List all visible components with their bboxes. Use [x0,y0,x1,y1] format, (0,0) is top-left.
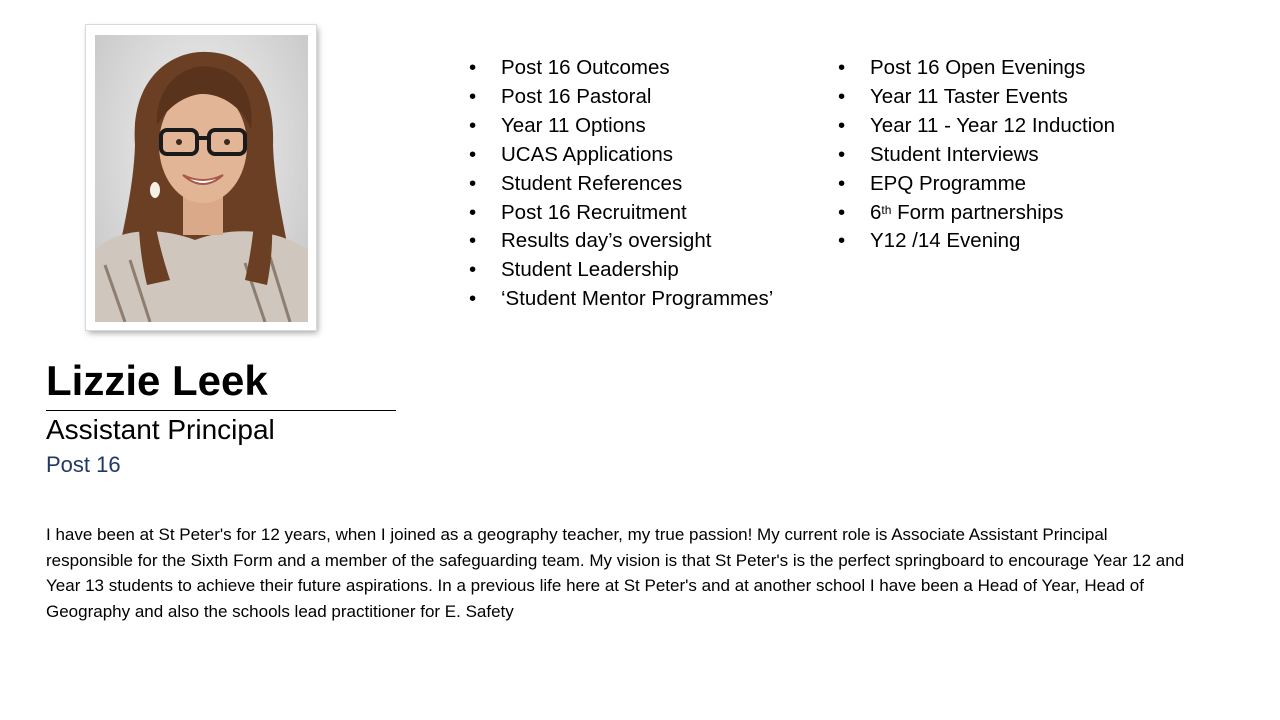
responsibility-label: Year 11 Options [501,113,646,137]
bullet-icon: • [469,113,477,137]
bullet-icon: • [469,258,477,282]
responsibility-item [469,170,773,199]
bullet-icon: • [838,171,846,195]
portrait-photo [95,35,308,322]
responsibility-label: Student References [501,171,683,195]
profile-role: Assistant Principal [46,414,275,445]
bullet-icon: • [838,84,846,108]
profile-bio: I have been at St Peter's for 12 years, when I joined as a geography teacher, my true passion! My current role is Associate Assistant Principal responsible for the Sixth Form and a member of the safeguarding team. My vision is that St Peter's is the perfect springboard to encourage Year 12 and Year 13 students to achieve their future aspirations. In a previous life here at St Peter's and at another school I have been a Head of Year, Head of Geography and also the schools lead practitioner for E. Safety [46,525,1185,621]
responsibility-label: Year 11 Taster Events [870,84,1068,108]
responsibility-item [469,285,773,314]
responsibility-item [838,112,1115,141]
bullet-icon: • [838,229,846,253]
responsibility-label: Post 16 Pastoral [501,84,652,108]
profile-photo-frame [86,25,316,330]
bullet-icon: • [469,84,477,108]
responsibility-item [469,54,773,83]
responsibility-item [469,227,773,256]
responsibility-label: Year 11 - Year 12 Induction [870,113,1116,137]
bullet-icon: • [469,229,477,253]
name-divider [46,410,396,411]
responsibility-item [469,83,773,112]
bullet-icon: • [469,171,477,195]
responsibility-label: Student Interviews [870,142,1039,166]
responsibility-item [469,112,773,141]
responsibility-item [838,83,1115,112]
responsibility-label: Post 16 Open Evenings [870,56,1086,79]
responsibility-item [838,54,1115,83]
responsibility-label: Results day’s oversight [501,229,712,253]
responsibility-label: Y12 /14 Evening [870,229,1021,253]
responsibility-label: Student Leadership [501,258,679,282]
profile-photo [95,35,308,322]
responsibility-label: ‘Student Mentor Programmes’ [501,287,774,311]
responsibility-item [838,170,1115,199]
bullet-icon: • [838,56,846,79]
responsibilities-list-right [838,54,1115,256]
bullet-icon: • [838,200,846,224]
responsibility-label: 6th Form partnerships [870,200,1064,224]
responsibility-label: EPQ Programme [870,171,1027,195]
responsibility-item [838,227,1115,256]
responsibility-item [469,256,773,285]
bullet-icon: • [838,113,846,137]
bullet-icon: • [469,200,477,224]
responsibility-item [469,141,773,170]
responsibility-item [838,141,1115,170]
responsibilities-list-left [469,54,773,314]
bullet-icon: • [838,142,846,166]
bullet-icon: • [469,287,477,311]
responsibility-label: UCAS Applications [501,142,674,166]
responsibility-label: Post 16 Recruitment [501,200,687,224]
responsibility-item [469,199,773,228]
responsibility-item [838,199,1115,228]
responsibility-label: Post 16 Outcomes [501,56,670,79]
bullet-icon: • [469,56,477,79]
bullet-icon: • [469,142,477,166]
profile-department: Post 16 [46,452,121,477]
profile-name: Lizzie Leek [46,357,268,404]
